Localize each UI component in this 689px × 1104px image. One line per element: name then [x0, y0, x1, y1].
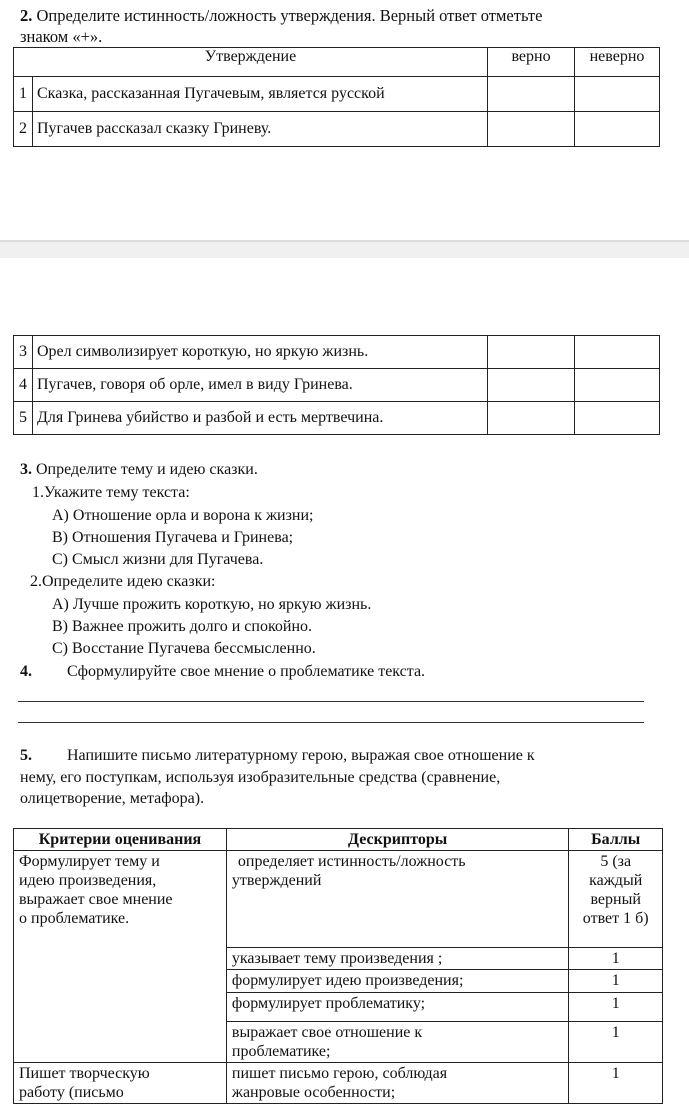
true-cell[interactable]: [488, 112, 575, 147]
criteria-table: [13, 828, 663, 1104]
criterion-cell: [14, 1063, 227, 1104]
points-cell: 1: [569, 993, 663, 1022]
answer-line[interactable]: [18, 722, 644, 723]
descriptor-cell: формулирует проблематику;: [226, 993, 568, 1022]
descriptor-cell: указывает тему произведения ;: [226, 948, 568, 970]
text-line: выражает свое мнение: [19, 891, 173, 908]
points-cell: 1: [569, 1063, 663, 1104]
true-cell[interactable]: [488, 77, 575, 112]
task5-number-line: [20, 746, 32, 766]
task2-number: 2.: [20, 6, 33, 25]
task5-line3: олицетворение, метафора).: [20, 790, 205, 807]
text-line: Пишет творческую: [19, 1065, 150, 1082]
true-cell[interactable]: [488, 336, 575, 369]
table-row: [14, 369, 660, 402]
header-descriptors: Дескрипторы: [226, 829, 568, 851]
option[interactable]: В) Отношения Пугачева и Гринева;: [52, 529, 294, 546]
task3-number: 3.: [20, 461, 32, 478]
points-cell: 1: [569, 970, 663, 993]
task5-line1: Напишите письмо литературному герою, выражая свое отношение к: [67, 747, 535, 764]
statements-table-part2: [13, 335, 660, 435]
points-cell: 1: [569, 948, 663, 970]
text-line: выражает свое отношение к: [231, 1024, 423, 1041]
false-cell[interactable]: [575, 369, 660, 402]
row-statement: Орел символизирует короткую, но яркую жизнь.: [33, 336, 488, 369]
table-row: [14, 851, 663, 948]
statements-table-part1: [13, 47, 660, 147]
descriptor-cell: [226, 1063, 568, 1104]
row-statement: Для Гринева убийство и разбой и есть мертвечина.: [33, 402, 488, 435]
false-cell[interactable]: [575, 77, 660, 112]
text-line: определяет истинность/ложность: [237, 853, 466, 870]
text-line: работу (письмо: [19, 1084, 124, 1101]
task3-q2: 2.Определите идею сказки:: [30, 573, 216, 590]
row-number: 4: [14, 369, 33, 402]
text-line: утверждений: [231, 872, 322, 889]
task2-instruction-line2: знаком «+».: [20, 27, 103, 46]
text-line: идею произведения,: [19, 872, 157, 889]
criterion-cell: [14, 851, 227, 1063]
row-statement: Пугачев, говоря об орле, имел в виду Гринева.: [33, 369, 488, 402]
header-true: верно: [488, 48, 575, 77]
table-row: [14, 1063, 663, 1104]
text-line: 5 (за: [600, 853, 632, 870]
descriptor-cell: формулирует идею произведения;: [226, 970, 568, 993]
header-criteria: Критерии оценивания: [14, 829, 227, 851]
task4-number: 4.: [20, 663, 32, 680]
task5-number: 5.: [20, 747, 32, 764]
task4-line: [20, 662, 32, 682]
table-row: [14, 336, 660, 369]
answer-line[interactable]: [18, 701, 644, 702]
descriptor-cell: [226, 1022, 568, 1063]
task3-title-text: Определите тему и идею сказки.: [36, 461, 258, 478]
row-statement: Пугачев рассказал сказку Гриневу.: [33, 112, 488, 147]
text-line: верный: [590, 891, 641, 908]
row-number: 2: [14, 112, 33, 147]
header-statement: Утверждение: [14, 48, 488, 77]
text-line: пишет письмо герою, соблюдая: [231, 1065, 448, 1082]
descriptor-cell: [226, 851, 568, 948]
text-line: каждый: [589, 872, 643, 889]
text-line: о проблематике.: [19, 910, 130, 927]
false-cell[interactable]: [575, 112, 660, 147]
points-cell: [569, 851, 663, 948]
task3-title: [20, 460, 258, 480]
task3-q1: 1.Укажите тему текста:: [32, 484, 190, 501]
text-line: проблематике;: [231, 1043, 331, 1060]
task2-instruction-text: Определите истинность/ложность утверждения. Верный ответ отметьте: [36, 6, 543, 25]
text-line: Формулирует тему и: [19, 853, 160, 870]
option[interactable]: С) Восстание Пугачева бессмысленно.: [52, 640, 316, 657]
false-cell[interactable]: [575, 336, 660, 369]
true-cell[interactable]: [488, 402, 575, 435]
table-row: [14, 112, 660, 147]
task5-line2: нему, его поступкам, используя изобразительные средства (сравнение,: [20, 769, 501, 786]
header-points: Баллы: [569, 829, 663, 851]
page-divider: [0, 242, 689, 258]
row-number: 5: [14, 402, 33, 435]
table-row: [14, 77, 660, 112]
row-number: 3: [14, 336, 33, 369]
table-row: [14, 402, 660, 435]
task2-instruction-line1: [20, 6, 542, 26]
task4-text: Сформулируйте свое мнение о проблематике текста.: [67, 663, 426, 680]
false-cell[interactable]: [575, 402, 660, 435]
true-cell[interactable]: [488, 369, 575, 402]
option[interactable]: А) Отношение орла и ворона к жизни;: [52, 507, 314, 524]
points-cell: 1: [569, 1022, 663, 1063]
option[interactable]: С) Смысл жизни для Пугачева.: [52, 551, 264, 568]
header-false: неверно: [575, 48, 660, 77]
option[interactable]: А) Лучше прожить короткую, но яркую жизнь.: [52, 596, 372, 613]
text-line: жанровые особенности;: [231, 1084, 396, 1101]
option[interactable]: В) Важнее прожить долго и спокойно.: [52, 618, 313, 635]
row-number: 1: [14, 77, 33, 112]
row-statement: Сказка, рассказанная Пугачевым, является русской: [33, 77, 488, 112]
text-line: ответ 1 б): [582, 910, 649, 927]
